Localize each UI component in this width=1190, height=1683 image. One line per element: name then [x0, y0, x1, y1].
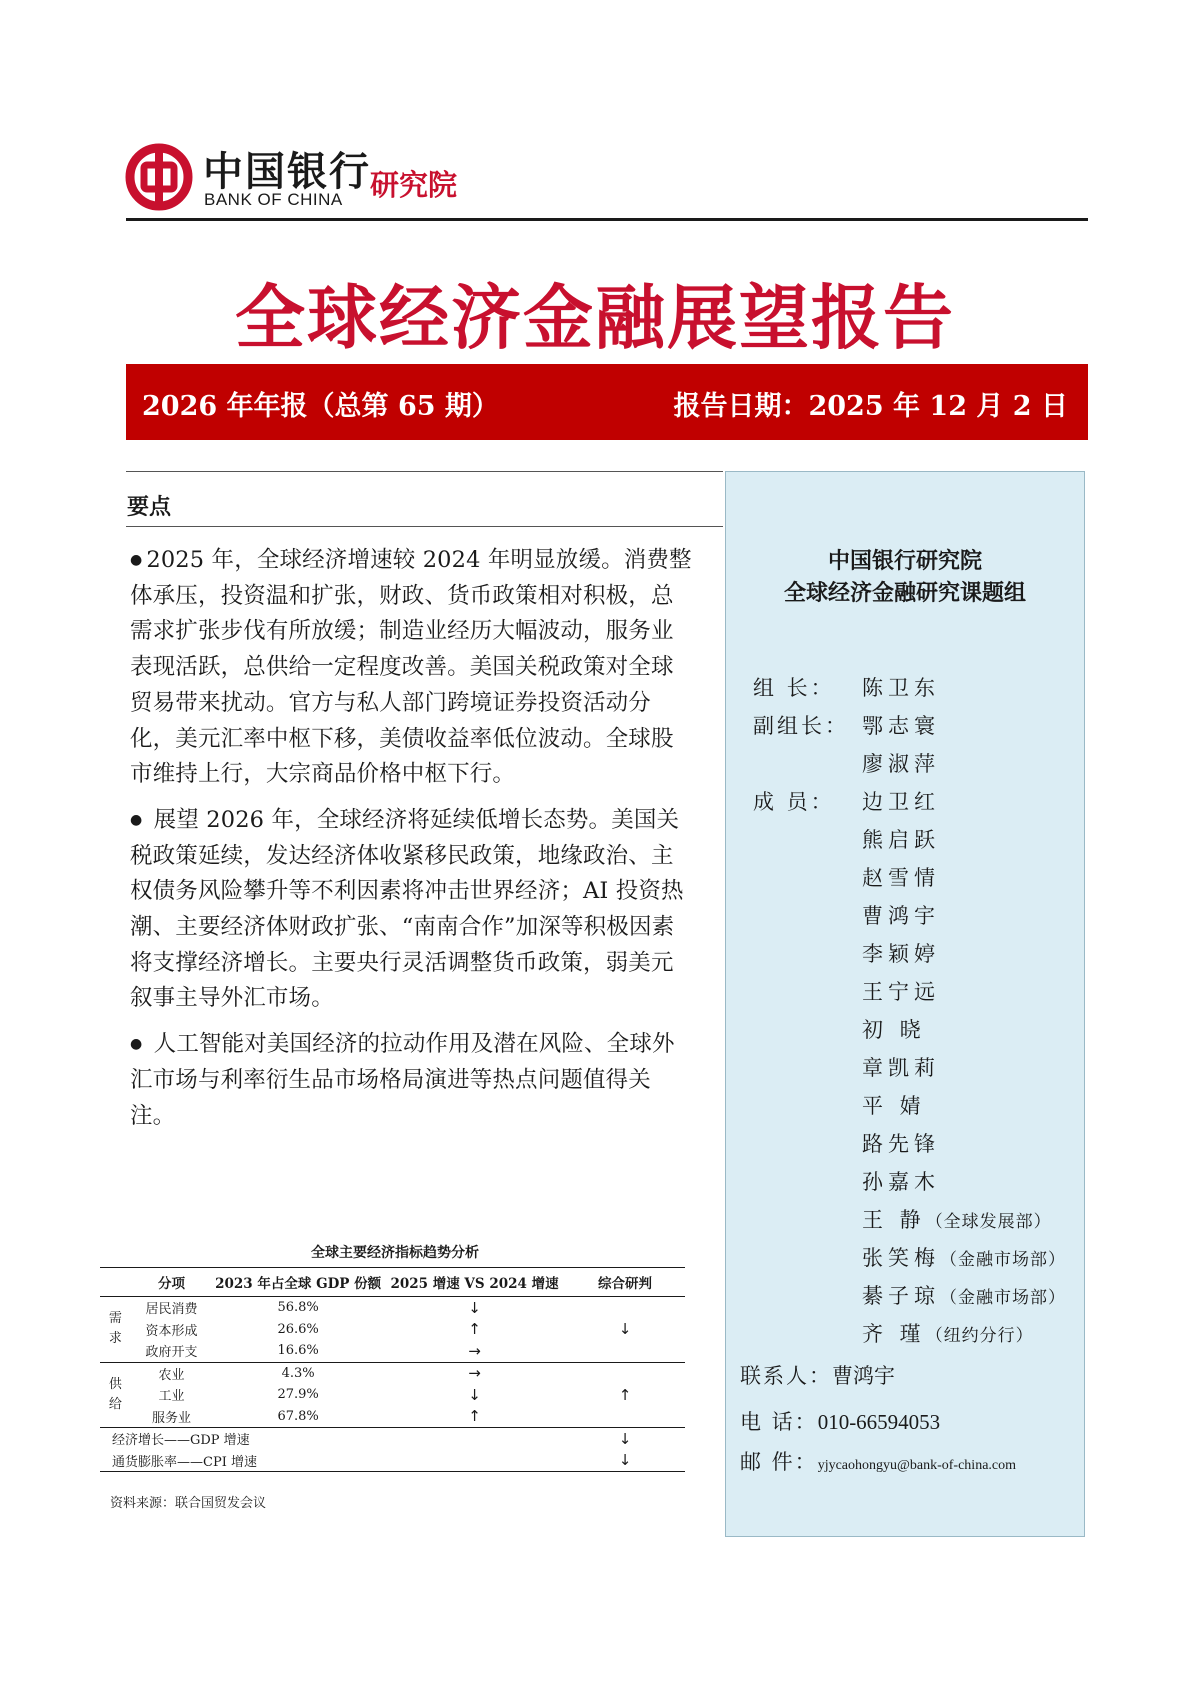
team-member: 路先锋	[862, 1132, 940, 1156]
contact-email[interactable]: 邮 件：yjycaohongyu@bank-of-china.com	[740, 1450, 1017, 1474]
trend-arrow-icon: →	[384, 1362, 565, 1384]
bullet-icon: ●	[130, 1036, 143, 1053]
table-summary-row	[100, 1450, 685, 1472]
team-member: 綦子琼（金融市场部）	[862, 1284, 1066, 1308]
issue-banner	[126, 364, 1088, 440]
summary-bullets	[130, 543, 695, 1144]
table-row	[100, 1297, 685, 1319]
summary-top-rule	[126, 471, 723, 472]
team-member: 廖淑萍	[862, 752, 940, 776]
team-member: 鄂志寰	[862, 714, 940, 738]
row-share: 67.8%	[277, 1408, 319, 1424]
summary-bottom-rule	[126, 526, 723, 527]
table-row	[100, 1406, 685, 1428]
bullet-icon: ●	[130, 552, 143, 568]
summary-bullet	[130, 803, 695, 1017]
team-member: 平 婧	[862, 1094, 926, 1118]
member-department: （金融市场部）	[940, 1288, 1066, 1308]
trend-arrow-icon: ↓	[468, 1298, 481, 1317]
summary-bullet	[130, 543, 695, 793]
table-header-row	[100, 1268, 685, 1297]
team-member: 曹鸿宇	[862, 904, 940, 928]
table-row	[100, 1319, 685, 1341]
column-header: 2025 增速 VS 2024 增速	[384, 1268, 565, 1297]
member-department: （金融市场部）	[940, 1250, 1066, 1270]
row-share: 56.8%	[277, 1300, 319, 1316]
table-row	[100, 1340, 685, 1362]
team-member: 王宁远	[862, 980, 940, 1004]
team-member: 陈卫东	[862, 676, 940, 700]
contact-person: 联系人：曹鸿宇	[740, 1364, 895, 1388]
row-item: 居民消费	[145, 1302, 198, 1318]
bullet-text: 2025 年，全球经济增速较 2024 年明显放缓。消费整体承压，投资温和扩张，财政、货币政策相对积极，总需求扩张步伐有所放缓；制造业经历大幅波动，服务业表现活跃，总供给一定程度改善。美国关税政策对全球贸易带来扰动。官方与私人部门跨境证券投资活动分化，美元汇率中枢下移，美债收益率低位波动。全球股市维持上行，大宗商品价格中枢下行。	[130, 547, 692, 788]
member-department: （全球发展部）	[925, 1212, 1052, 1232]
brand-name-english: BANK OF CHINA	[204, 190, 343, 209]
report-title: 全球经济金融展望报告	[235, 277, 955, 359]
report-date: 报告日期：2025 年 12 月 2 日	[673, 391, 1068, 422]
team-member: 李颖婷	[862, 942, 940, 966]
bullet-text: 人工智能对美国经济的拉动作用及潜在风险、全球外汇市场与利率衍生品市场格局演进等热点问题值得关注。	[130, 1031, 675, 1129]
team-member: 王 静（全球发展部）	[862, 1208, 1052, 1232]
bullet-text: 展望 2026 年，全球经济将延续低增长态势。美国关税政策延续，发达经济体收紧移民政策，地缘政治、主权债务风险攀升等不利因素将冲击世界经济；AI 投资热潮、主要经济体财政扩张、“南南合作”加深等积极因素将支撑经济增长。主要央行灵活调整货币政策，弱美元叙事主导外汇市场。	[130, 806, 684, 1012]
institute-name: 研究院	[370, 168, 458, 202]
judge-arrow-icon: ↓	[565, 1450, 685, 1472]
member-department: （纽约分行）	[925, 1326, 1034, 1346]
bank-of-china-logo-icon	[125, 143, 193, 211]
table-summary-row	[100, 1428, 685, 1450]
team-member: 张笑梅（金融市场部）	[862, 1246, 1066, 1270]
row-item: 农业	[131, 1362, 213, 1384]
panel-group-name: 全球经济金融研究课题组	[783, 581, 1026, 606]
judge-arrow-icon	[565, 1297, 685, 1319]
table-title: 全球主要经济指标趋势分析	[311, 1245, 479, 1261]
issue-number: 2026 年年报（总第 65 期）	[142, 391, 499, 422]
judge-arrow-icon	[565, 1406, 685, 1428]
trend-arrow-icon: ↑	[468, 1320, 481, 1339]
row-item: 服务业	[151, 1410, 191, 1426]
panel-org-name: 中国银行研究院	[827, 549, 982, 574]
brand-name-chinese: 中国银行	[203, 148, 371, 195]
table-row	[100, 1362, 685, 1384]
judge-arrow-icon: ↑	[618, 1385, 632, 1404]
row-share: 4.3%	[212, 1362, 384, 1384]
team-member: 边卫红	[862, 790, 940, 814]
research-team-panel	[725, 471, 1085, 1537]
column-header: 2023 年占全球 GDP 份额	[212, 1268, 384, 1297]
indicator-table	[100, 1267, 685, 1472]
summary-heading: 要点	[127, 495, 172, 520]
column-header: 综合研判	[565, 1268, 685, 1297]
team-member: 熊启跃	[862, 828, 940, 852]
summary-row-item: 经济增长——GDP 增速	[100, 1428, 565, 1450]
column-header: 分项	[131, 1268, 213, 1297]
trend-arrow-icon: ↑	[468, 1407, 481, 1426]
team-member: 齐 瑾（纽约分行）	[862, 1322, 1034, 1346]
role-members-label: 成 员：	[753, 790, 835, 814]
contact-phone: 电 话：010-66594053	[740, 1410, 941, 1434]
role-leader-label: 组 长：	[753, 676, 835, 700]
team-member: 孙嘉木	[862, 1170, 940, 1194]
judge-arrow-icon: ↓	[565, 1428, 685, 1450]
judge-arrow-icon: ↓	[618, 1320, 632, 1339]
role-deputy-label: 副组长：	[753, 714, 849, 738]
group-label-supply: 供给	[100, 1362, 131, 1428]
row-share: 26.6%	[277, 1321, 319, 1337]
team-member: 赵雪情	[862, 866, 940, 890]
group-label-demand: 需求	[108, 1311, 122, 1347]
trend-arrow-icon: →	[468, 1341, 481, 1360]
row-share: 16.6%	[277, 1343, 319, 1359]
judge-arrow-icon	[565, 1362, 685, 1384]
header-divider	[126, 218, 1088, 221]
judge-arrow-icon	[565, 1340, 685, 1362]
summary-row-item: 通货膨胀率——CPI 增速	[100, 1450, 565, 1472]
table-row	[100, 1384, 685, 1406]
row-share: 27.9%	[277, 1387, 319, 1403]
team-member: 初 晓	[862, 1018, 926, 1042]
team-member: 章凯莉	[862, 1056, 940, 1080]
row-item: 政府开支	[145, 1345, 198, 1361]
row-item: 工业	[158, 1389, 185, 1405]
table-source-note: 资料来源：联合国贸发会议	[110, 1496, 267, 1511]
summary-bullet	[130, 1027, 695, 1134]
trend-arrow-icon: ↓	[468, 1385, 481, 1404]
row-item: 资本形成	[145, 1323, 198, 1339]
bullet-icon: ●	[130, 811, 143, 828]
